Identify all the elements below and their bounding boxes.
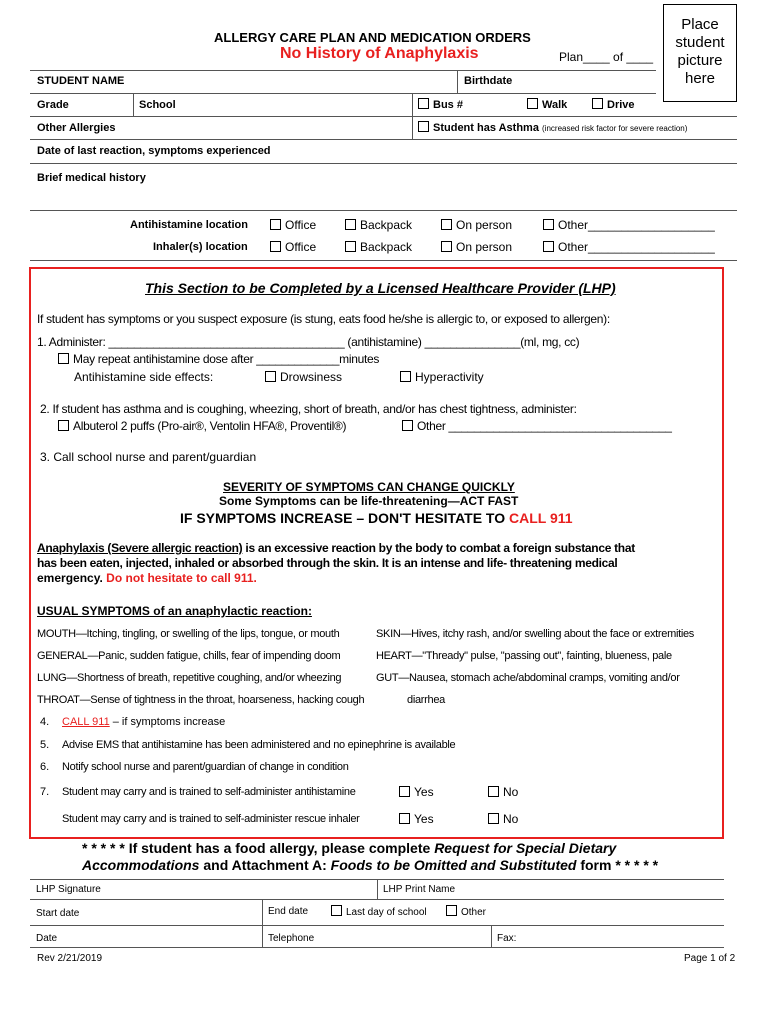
self-administer-inhaler-label: Student may carry and is trained to self-administer rescue inhaler <box>62 813 360 825</box>
anaphylaxis-term: Anaphylaxis (Severe allergic reaction) <box>37 541 243 555</box>
drive-label: Drive <box>607 99 635 111</box>
checkbox-icon <box>345 219 356 230</box>
other-allergies-label: Other Allergies <box>37 122 116 134</box>
school-label: School <box>139 99 176 111</box>
end-date-other-checkbox[interactable] <box>446 905 486 918</box>
date-label: Date <box>36 933 58 944</box>
inhaler-backpack-checkbox[interactable] <box>345 240 412 254</box>
checkbox-icon <box>543 241 554 252</box>
last-day-label: Last day of school <box>346 907 427 918</box>
no-label: No <box>503 812 519 826</box>
checkbox-icon <box>270 219 281 230</box>
telephone-label: Telephone <box>268 933 315 944</box>
notice-form-name: Foods to be Omitted and Substituted <box>330 857 577 873</box>
medical-history-label: Brief medical history <box>37 172 146 184</box>
form-title: ALLERGY CARE PLAN AND MEDICATION ORDERS <box>214 30 531 45</box>
no-label: No <box>503 785 519 799</box>
start-date-label: Start date <box>36 908 80 919</box>
divider <box>30 70 656 71</box>
inhaler-on-person-checkbox[interactable] <box>441 240 512 254</box>
item6-text: Notify school nurse and parent/guardian of change in condition <box>62 761 349 773</box>
student-picture-box[interactable] <box>663 4 737 102</box>
albuterol-checkbox[interactable] <box>58 419 346 433</box>
call-nurse-instruction: 3. Call school nurse and parent/guardian <box>40 450 257 464</box>
symptom-general: GENERAL—Panic, sudden fatigue, chills, fear of impending doom <box>37 650 341 662</box>
end-date-label: End date <box>268 906 309 917</box>
bus-checkbox[interactable] <box>418 98 463 111</box>
symptom-heart: HEART—"Thready" pulse, "passing out", fainting, blueness, pale <box>376 650 672 662</box>
divider <box>457 70 458 93</box>
walk-label: Walk <box>542 99 568 111</box>
student-name-label: STUDENT NAME <box>37 75 125 87</box>
grade-label: Grade <box>37 99 69 111</box>
antihistamine-yes-checkbox[interactable] <box>399 785 434 799</box>
checkbox-icon <box>58 420 69 431</box>
item4-rest: – if symptoms increase <box>109 716 226 728</box>
food-allergy-notice-line2 <box>82 857 658 873</box>
divider <box>30 139 737 140</box>
inhaler-location-label: Inhaler(s) location <box>153 241 248 253</box>
last-reaction-label: Date of last reaction, symptoms experienced <box>37 145 271 157</box>
checkbox-icon <box>441 219 452 230</box>
anaphylaxis-definition-line1 <box>37 541 635 555</box>
do-not-hesitate-text: Do not hesitate to call 911. <box>106 571 257 585</box>
inhaler-other-checkbox[interactable] <box>543 240 715 254</box>
checkbox-icon <box>418 121 429 132</box>
checkbox-icon <box>270 241 281 252</box>
other-label: Other <box>461 907 487 918</box>
checkbox-icon <box>543 219 554 230</box>
divider <box>30 899 724 900</box>
option-label: Other___________________ <box>558 218 715 232</box>
drowsiness-label: Drowsiness <box>280 370 343 384</box>
asthma-instruction: 2. If student has asthma and is coughing, wheezing, short of breath, and/or has chest tightness, administer: <box>40 402 577 416</box>
divider <box>30 210 737 211</box>
anaphylaxis-definition-line3 <box>37 571 257 585</box>
item4-text <box>62 716 225 728</box>
option-label: Office <box>285 240 317 254</box>
drive-checkbox[interactable] <box>592 98 635 111</box>
antihistamine-location-label: Antihistamine location <box>130 219 248 231</box>
revision-date: Rev 2/21/2019 <box>37 953 103 964</box>
notice-text: and Attachment A: <box>199 857 331 873</box>
notice-form-name: Request for Special Dietary <box>434 840 617 856</box>
item6-number: 6. <box>40 761 50 773</box>
item5-number: 5. <box>40 739 50 751</box>
checkbox-icon <box>265 371 276 382</box>
yes-label: Yes <box>414 812 434 826</box>
divider <box>133 93 134 116</box>
item4-call-911: CALL 911 <box>62 716 110 728</box>
antihistamine-backpack-checkbox[interactable] <box>345 218 412 232</box>
checkbox-icon <box>488 786 499 797</box>
checkbox-icon <box>400 371 411 382</box>
checkbox-icon <box>418 98 429 109</box>
call-911-warning <box>180 510 573 526</box>
plan-number-field[interactable]: Plan____ of ____ <box>559 50 654 64</box>
checkbox-icon <box>592 98 603 109</box>
antihistamine-no-checkbox[interactable] <box>488 785 518 799</box>
checkbox-icon <box>488 813 499 824</box>
antihistamine-office-checkbox[interactable] <box>270 218 316 232</box>
notice-text: form * * * * * <box>576 857 659 873</box>
hyperactivity-label: Hyperactivity <box>415 370 484 384</box>
symptom-lung: LUNG—Shortness of breath, repetitive coughing, and/or wheezing <box>37 672 342 684</box>
antihistamine-other-checkbox[interactable] <box>543 218 715 232</box>
symptom-mouth: MOUTH—Itching, tingling, or swelling of the lips, tongue, or mouth <box>37 628 340 640</box>
anaphylaxis-definition-line2: has been eaten, injected, inhaled or absorbed through the skin. It is an intense and life- threatening medical <box>37 556 618 570</box>
symptom-gut-continued: diarrhea <box>407 694 445 706</box>
divider <box>491 925 492 947</box>
asthma-checkbox[interactable] <box>418 121 687 134</box>
bus-label: Bus # <box>433 99 463 111</box>
checkbox-icon <box>345 241 356 252</box>
divider <box>30 163 737 164</box>
symptom-skin: SKIN—Hives, itchy rash, and/or swelling about the face or extremities <box>376 628 695 640</box>
divider <box>30 260 737 261</box>
lhp-intro: If student has symptoms or you suspect exposure (is stung, eats food he/she is allergic to, or exposed to allergen): <box>37 312 610 326</box>
inhaler-no-checkbox[interactable] <box>488 812 518 826</box>
option-label: On person <box>456 240 513 254</box>
option-label: Backpack <box>360 240 413 254</box>
divider <box>377 879 378 899</box>
severity-heading: SEVERITY OF SYMPTOMS CAN CHANGE QUICKLY <box>223 480 515 494</box>
fax-label: Fax: <box>497 933 517 944</box>
checkbox-icon <box>527 98 538 109</box>
symptom-throat: THROAT—Sense of tightness in the throat, hoarseness, hacking cough <box>37 694 365 706</box>
picture-box-line: Place <box>681 16 719 33</box>
page-number: Page 1 of 2 <box>684 953 736 964</box>
albuterol-label: Albuterol 2 puffs (Pro-air®, Ventolin HFA®, Proventil®) <box>73 419 347 433</box>
checkbox-icon <box>399 813 410 824</box>
divider <box>262 899 263 925</box>
divider <box>30 93 656 94</box>
repeat-dose-label: May repeat antihistamine dose after _____________minutes <box>73 352 380 366</box>
lhp-print-name-label: LHP Print Name <box>383 884 456 895</box>
option-label: Office <box>285 218 317 232</box>
other-medication-label: Other ___________________________________ <box>417 419 672 433</box>
notice-form-name: Accommodations <box>82 857 200 873</box>
repeat-dose-checkbox[interactable] <box>58 352 379 366</box>
birthdate-label: Birthdate <box>464 75 513 87</box>
divider <box>30 947 724 948</box>
warning-text: IF SYMPTOMS INCREASE – DON'T HESITATE TO <box>180 510 509 526</box>
checkbox-icon <box>58 353 69 364</box>
walk-checkbox[interactable] <box>527 98 567 111</box>
inhaler-office-checkbox[interactable] <box>270 240 316 254</box>
lhp-section-heading: This Section to be Completed by a Licensed Healthcare Provider (LHP) <box>145 280 616 296</box>
self-administer-antihistamine-label: Student may carry and is trained to self-administer antihistamine <box>62 786 356 798</box>
picture-box-line: here <box>684 70 716 87</box>
anaphylaxis-text: emergency. <box>37 571 107 585</box>
warning-call-911: CALL 911 <box>509 510 573 526</box>
divider <box>30 925 724 926</box>
drowsiness-checkbox[interactable] <box>265 370 342 384</box>
other-medication-checkbox[interactable] <box>402 419 672 433</box>
antihistamine-on-person-checkbox[interactable] <box>441 218 512 232</box>
divider <box>262 925 263 947</box>
yes-label: Yes <box>414 785 434 799</box>
administer-line[interactable]: 1. Administer: _____________________________________ (antihistamine) _______________(ml, mg, cc) <box>37 335 580 349</box>
divider <box>30 116 737 117</box>
notice-text: * * * * * If student has a food allergy, please complete <box>82 840 435 856</box>
form-subtitle: No History of Anaphylaxis <box>280 45 479 62</box>
checkbox-icon <box>399 786 410 797</box>
hyperactivity-checkbox[interactable] <box>400 370 484 384</box>
picture-box-line: picture <box>677 52 723 69</box>
severity-subheading: Some Symptoms can be life-threatening—ACT FAST <box>219 494 519 508</box>
last-day-of-school-checkbox[interactable] <box>331 905 427 918</box>
picture-box-line: student <box>675 34 725 51</box>
checkbox-icon <box>441 241 452 252</box>
item7-number: 7. <box>40 786 50 798</box>
asthma-label: Student has Asthma <box>433 122 539 134</box>
item5-text: Advise EMS that antihistamine has been administered and no epinephrine is available <box>62 739 456 751</box>
checkbox-icon <box>446 905 457 916</box>
checkbox-icon <box>402 420 413 431</box>
usual-symptoms-heading: USUAL SYMPTOMS of an anaphylactic reaction: <box>37 604 312 618</box>
food-allergy-notice-line1 <box>82 840 616 856</box>
item4-number: 4. <box>40 716 50 728</box>
anaphylaxis-text: is an excessive reaction by the body to combat a foreign substance that <box>242 541 635 555</box>
lhp-signature-label: LHP Signature <box>36 884 101 895</box>
side-effects-label: Antihistamine side effects: <box>74 370 214 384</box>
asthma-note: (increased risk factor for severe reaction) <box>542 124 688 133</box>
inhaler-yes-checkbox[interactable] <box>399 812 434 826</box>
option-label: On person <box>456 218 513 232</box>
symptom-gut: GUT—Nausea, stomach ache/abdominal cramps, vomiting and/or <box>376 672 680 684</box>
option-label: Other___________________ <box>558 240 715 254</box>
option-label: Backpack <box>360 218 413 232</box>
checkbox-icon <box>331 905 342 916</box>
